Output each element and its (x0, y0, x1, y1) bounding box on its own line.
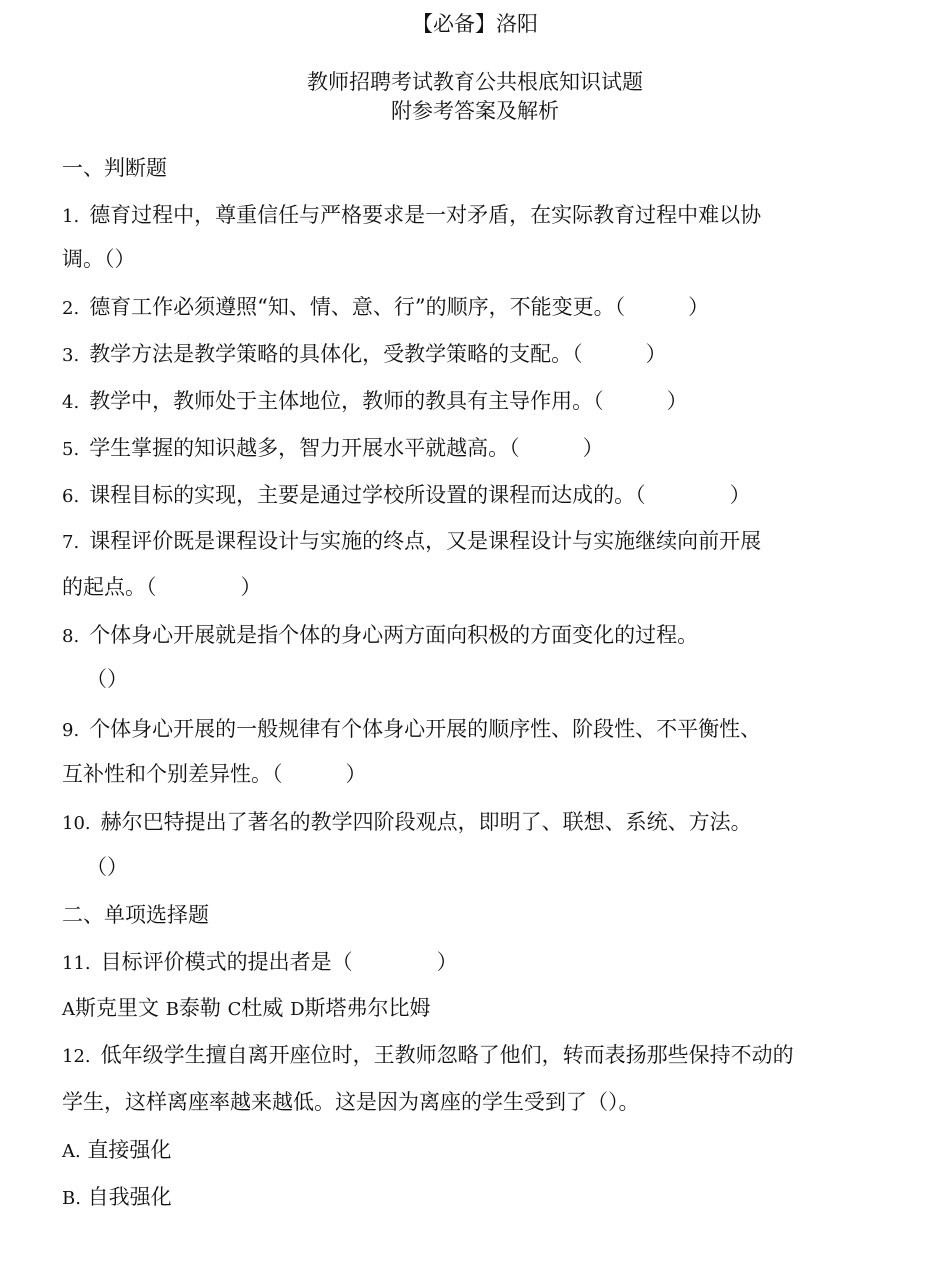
question-10 (62, 808, 910, 838)
question-number: 9. (62, 720, 80, 741)
question-number: 7. (62, 532, 80, 553)
question-7-continuation: 的起点。（ ） (62, 575, 262, 599)
question-text: 赫尔巴特提出了著名的教学四阶段观点，即明了、联想、系统、方法。 (100, 810, 752, 834)
document-title: 【必备】洛阳 (412, 12, 538, 36)
question-number: 12. (62, 1046, 91, 1067)
question-3 (62, 340, 910, 370)
question-text: 课程目标的实现，主要是通过学校所设置的课程而达成的。（ ） (89, 483, 751, 507)
question-number: 5. (62, 439, 80, 460)
option-text: 斯克里文 (75, 996, 159, 1020)
question-8 (62, 621, 910, 651)
question-7 (62, 527, 910, 557)
question-number: 6. (62, 486, 80, 507)
option-text: 杜威 (241, 996, 284, 1020)
question-text: 个体身心开展的一般规律有个体身心开展的顺序性、阶段性、不平衡性、 (89, 717, 762, 741)
question-12-continuation: 学生，这样离座率越来越低。这是因为离座的学生受到了（）。 (62, 1090, 640, 1114)
question-number: 2. (62, 298, 80, 319)
question-1 (62, 201, 910, 231)
question-text: 教学中，教师处于主体地位，教师的教具有主导作用。（ ） (89, 389, 688, 413)
question-8-answer-blank: （） (86, 667, 128, 691)
question-number: 1. (62, 206, 80, 227)
question-number: 4. (62, 392, 80, 413)
question-12 (62, 1041, 910, 1071)
option-letter: B (165, 999, 179, 1020)
option-text: 直接强化 (87, 1138, 172, 1162)
question-text: 德育过程中，尊重信任与严格要求是一对矛盾，在实际教育过程中难以协 (89, 203, 762, 227)
question-9-continuation: 互补性和个别差异性。（ ） (62, 762, 367, 786)
option-letter: B. (62, 1188, 81, 1209)
question-5 (62, 434, 910, 464)
option-text: 自我强化 (87, 1185, 172, 1209)
question-11 (62, 948, 910, 978)
document-subtitle-answers: 附参考答案及解析 (391, 99, 559, 123)
question-9 (62, 715, 910, 745)
option-letter: A. (62, 1141, 81, 1162)
option-letter: A (62, 999, 75, 1020)
question-1-continuation: 调。（） (62, 247, 136, 271)
question-number: 8. (62, 626, 80, 647)
question-text: 学生掌握的知识越多，智力开展水平就越高。（ ） (89, 436, 604, 460)
question-text: 个体身心开展就是指个体的身心两方面向积极的方面变化的过程。 (89, 623, 699, 647)
question-6 (62, 481, 910, 511)
question-2 (62, 293, 910, 323)
question-number: 3. (62, 345, 80, 366)
option-letter: D (290, 999, 305, 1020)
question-number: 11. (62, 953, 91, 974)
option-text: 泰勒 (178, 996, 221, 1020)
question-text: 教学方法是教学策略的具体化，受教学策略的支配。（ ） (89, 342, 667, 366)
section-heading-true-false: 一、判断题 (62, 156, 167, 180)
option-letter: C (227, 999, 242, 1020)
question-text: 目标评价模式的提出者是（ ） (100, 950, 458, 974)
question-12-option-b (62, 1183, 910, 1213)
question-11-options (62, 994, 910, 1024)
question-12-option-a (62, 1136, 910, 1166)
document-subtitle: 教师招聘考试教育公共根底知识试题 (307, 70, 643, 94)
option-text: 斯塔弗尔比姆 (304, 996, 431, 1020)
question-number: 10. (62, 813, 91, 834)
question-4 (62, 387, 910, 417)
question-text: 课程评价既是课程设计与实施的终点，又是课程设计与实施继续向前开展 (89, 529, 762, 553)
section-heading-single-choice: 二、单项选择题 (62, 903, 209, 927)
question-text: 低年级学生擅自离开座位时，王教师忽略了他们，转而表扬那些保持不动的 (100, 1043, 794, 1067)
question-text: 德育工作必须遵照“知、情、意、行”的顺序，不能变更。（ ） (89, 295, 710, 319)
question-10-answer-blank: （） (86, 855, 128, 879)
